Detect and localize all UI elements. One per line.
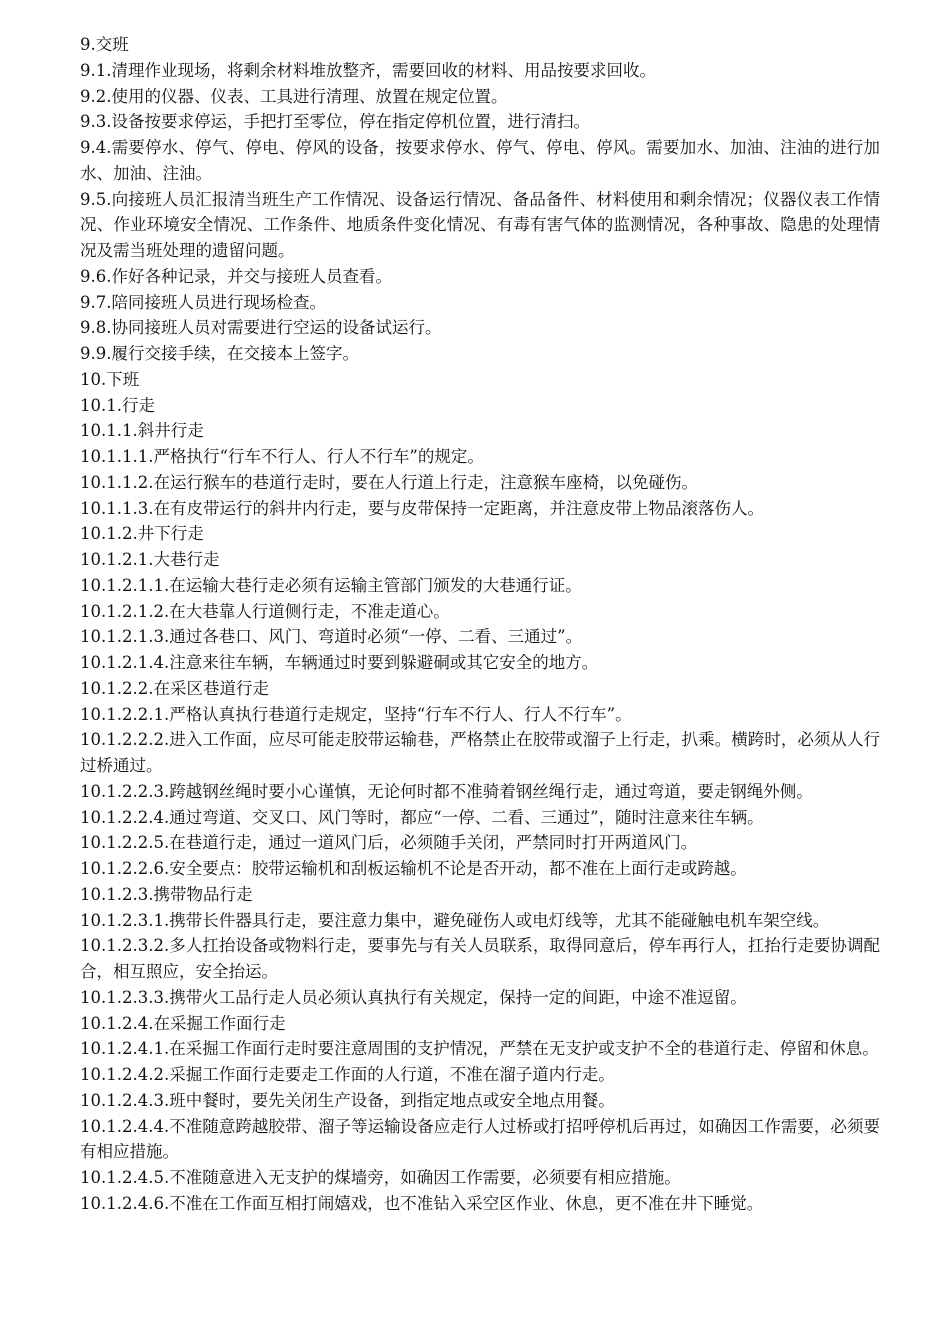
paragraph: 9.6.作好各种记录，并交与接班人员查看。 [80,266,392,286]
paragraph: 10.1.2.2.4.通过弯道、交叉口、风门等时，都应“一停、二看、三通过”，随时注意来往车辆。 [80,807,764,827]
paragraph: 10.1.1.1.严格执行“行车不行人、行人不行车”的规定。 [80,447,484,466]
paragraph: 10.下班 [80,369,140,389]
paragraph: 9.5.向接班人员汇报清当班生产工作情况、设备运行情况、备品备件、材料使用和剩余情况；仪器仪表工作情况、作业环境安全情况、工作条件、地质条件变化情况、有毒有害气体的监测情况，各种事故、隐患的处理情况及需当班处理的遗留问题。 [80,189,880,260]
document-body [80,32,880,1217]
paragraph: 10.1.2.1.4.注意来往车辆，车辆通过时要到躲避硐或其它安全的地方。 [80,653,599,672]
paragraph: 10.1.2.3.携带物品行走 [80,884,253,904]
paragraph: 10.1.2.4.在采掘工作面行走 [80,1013,286,1033]
paragraph: 10.1.2.2.1.严格认真执行巷道行走规定，坚持“行车不行人、行人不行车”。 [80,704,632,724]
paragraph: 10.1.2.2.5.在巷道行走，通过一道风门后，必须随手关闭，严禁同时打开两道风门。 [80,833,698,853]
paragraph: 10.1.2.4.3.班中餐时，要先关闭生产设备，到指定地点或安全地点用餐。 [80,1090,615,1110]
paragraph: 10.1.1.3.在有皮带运行的斜井内行走，要与皮带保持一定距离，并注意皮带上物品滚落伤人。 [80,498,764,518]
paragraph: 9.3.设备按要求停运，手把打至零位，停在指定停机位置，进行清扫。 [80,112,590,132]
paragraph: 10.1.2.4.4.不准随意跨越胶带、溜子等运输设备应走行人过桥或打招呼停机后再过，如确因工作需要，必须要有相应措施。 [80,1116,880,1162]
paragraph: 10.1.2.2.6.安全要点：胶带运输机和刮板运输机不论是否开动，都不准在上面行走或跨越。 [80,859,747,878]
paragraph: 10.1.2.1.2.在大巷靠人行道侧行走，不准走道心。 [80,601,450,621]
paragraph: 10.1.行走 [80,395,155,415]
paragraph: 9.4.需要停水、停气、停电、停风的设备，按要求停水、停气、停电、停风。需要加水、加油、注油的进行加水、加油、注油。 [80,138,880,183]
paragraph: 10.1.2.2.2.进入工作面，应尽可能走胶带运输巷，严格禁止在胶带或溜子上行走，扒乘。横跨时，必须从人行过桥通过。 [80,730,880,775]
paragraph: 10.1.2.3.1.携带长件器具行走，要注意力集中，避免碰伤人或电灯线等，尤其不能碰触电机车架空线。 [80,910,830,930]
paragraph: 9.2.使用的仪器、仪表、工具进行清理、放置在规定位置。 [80,86,508,106]
paragraph: 10.1.1.斜井行走 [80,421,204,441]
paragraph: 9.交班 [80,35,129,54]
paragraph: 10.1.2.3.3.携带火工品行走人员必须认真执行有关规定，保持一定的间距，中途不准逗留。 [80,987,747,1007]
paragraph: 10.1.2.3.2.多人扛抬设备或物料行走，要事先与有关人员联系，取得同意后，停车再行人，扛抬行走要协调配合，相互照应，安全抬运。 [80,936,880,981]
paragraph: 9.7.陪同接班人员进行现场检查。 [80,292,326,312]
paragraph: 10.1.2.4.5.不准随意进入无支护的煤墙旁，如确因工作需要，必须要有相应措施。 [80,1168,681,1187]
paragraph: 10.1.2.4.2.采掘工作面行走要走工作面的人行道，不准在溜子道内行走。 [80,1065,615,1084]
paragraph: 10.1.1.2.在运行猴车的巷道行走时，要在人行道上行走，注意猴车座椅，以免碰伤。 [80,472,698,492]
paragraph: 10.1.2.1.3.通过各巷口、风门、弯道时必须“一停、二看、三通过”。 [80,627,583,647]
paragraph: 10.1.2.井下行走 [80,524,204,544]
paragraph: 10.1.2.4.6.不准在工作面互相打闹嬉戏，也不准钻入采空区作业、休息，更不准在井下睡觉。 [80,1193,764,1213]
paragraph: 10.1.2.1.大巷行走 [80,550,220,569]
paragraph: 10.1.2.4.1.在采掘工作面行走时要注意周围的支护情况，严禁在无支护或支护不全的巷道行走、停留和休息。 [80,1039,879,1059]
paragraph: 10.1.2.2.在采区巷道行走 [80,678,269,698]
paragraph: 9.9.履行交接手续，在交接本上签字。 [80,344,359,363]
paragraph: 10.1.2.2.3.跨越钢丝绳时要小心谨慎，无论何时都不准骑着钢丝绳行走，通过弯道，要走钢绳外侧。 [80,781,813,801]
paragraph: 9.8.协同接班人员对需要进行空运的设备试运行。 [80,318,442,338]
paragraph: 10.1.2.1.1.在运输大巷行走必须有运输主管部门颁发的大巷通行证。 [80,575,582,595]
paragraph: 9.1.清理作业现场，将剩余材料堆放整齐，需要回收的材料、用品按要求回收。 [80,60,656,80]
